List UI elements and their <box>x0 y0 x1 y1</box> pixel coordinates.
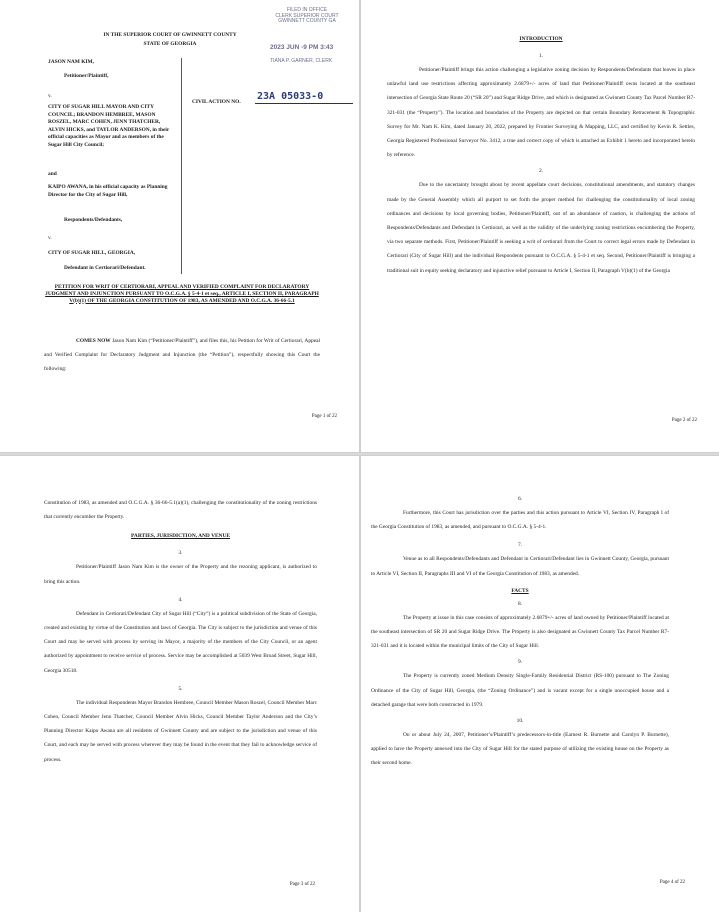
document-page-2 <box>361 0 719 452</box>
paragraph-8: The Property at issue in this case consists of approximately 2.6879+/- acres of land owned by Petitioner/Plaintiff located at the southeast intersection of SR 20 and Sugar Ridge Drive. The Property is also designated as Gwinnett County Tax Parcel Number R7-321-031 and it is located within the municipal limits of the City of Sugar Hill. <box>371 614 669 650</box>
document-page-3 <box>0 456 359 912</box>
paragraph-2: Due to the uncertainty brought about by recent appellate court decisions, constitutional amendments, and statutory changes made by the General Assembly which all purport to set forth the proper method for challenging the constitutionality of local zoning ordinances and decisions by local governing bodies, Petitioner/Plaintiff, out of an abundance of caution, is challenging the actions of Respondents/Defendants and Defendant in Certiorari, as well as the validity of the underlying zoning restrictions encumbering the Property, via two separate methods. First, Petitioner/Plaintiff is seeking a writ of certiorari from the Court to correct legal errors made by Defendant in Certiorari (City of Sugar Hill) and the individual Respondents pursuant to O.C.G.A. § 5-4-1 et seq. Second, Petitioner/Plaintiff is bringing a traditional suit in equity seeking declaratory and injunctive relief pursuant to Article I, Section II, Paragraph V(b)(1) of the Georgia <box>387 182 695 274</box>
respondents-list: CITY OF SUGAR HILL MAYOR AND CITY COUNCIL; BRANDON HEMBREE, MASON ROSZEL, MARC COHEN, JENN THATCHER, ALVIN HICKS, and TAYLOR ANDERSON, in their official capacities as Mayor and as members of the Sugar Hill City Council; <box>48 104 170 148</box>
paragraph-10: On or about July 24, 2007, Petitioner’s/Plaintiff’s predecessors-in-title (Earnest R. Burnette and Carolyn P. Burnette), applied to have the Property annexed into the City of Sugar Hill for the stated purpose of utilizing the existing house on the Property as their second home. <box>371 732 669 767</box>
paragraph-number: 4. <box>178 596 183 603</box>
continued-paragraph: Constitution of 1983, as amended and O.C.G.A. § 36-66-5.1(a)(1), challenging the constitutionality of the zoning restrictions that currently encumber the Property. <box>44 500 317 521</box>
city-party: CITY OF SUGAR HILL, GEORGIA, <box>48 250 136 256</box>
paragraph-7: Venue as to all Respondents/Defendants and Defendant in Certiorari/Defendant lies in Gwinnett County, Georgia, pursuant to Article VI, Section II, Paragraphs III and VI of the Georgia Constitution of 1983, as amended. <box>371 556 669 577</box>
awana-party: KAIPO AWANA, in his official capacity as Planning Director for the City of Sugar Hill, <box>48 184 168 198</box>
paragraph-number: 10. <box>516 718 524 725</box>
paragraph-number: 6. <box>517 496 523 502</box>
petition-title: PETITION FOR WRIT OF CERTIORARI, APPEAL AND VERIFIED COMPLAINT FOR DECLARATORY JUDGMENT AND INJUNCTION PURSUANT TO O.C.G.A. § 5-4-1 et seq., ARTICLE I, SECTION II, PARAGRAPH V(b)(1) OF THE GEORGIA CONSTITUTION OF 1983, AS AMENDED AND O.C.G.A. 36-66-5.1 <box>45 284 319 304</box>
paragraph-number: 9. <box>517 659 523 666</box>
paragraph-number: 5. <box>178 685 183 692</box>
city-role: Defendant in Certiorari/Defendant. <box>64 265 146 271</box>
comes-now-text: Jason Nam Kim (“Petitioner/Plaintiff”), and files this, his Petition for Writ of Certiorari, Appeal and Verified Complaint for Declaratory Judgment and Injunction (the “Petition”), respectfully showing this Court the following: <box>44 338 320 373</box>
plaintiff-name: JASON NAM KIM, <box>48 59 94 65</box>
paragraph-3: Petitioner/Plaintiff Jason Nam Kim is the owner of the Property and the rezoning applicant, is authorized to bring this action. <box>44 564 317 585</box>
stamp-line1: FILED IN OFFICE <box>286 7 328 13</box>
and-connector: and <box>48 171 57 177</box>
page-footer: Page 2 of 22 <box>671 418 697 423</box>
court-title-line2: STATE OF GEORGIA <box>143 41 197 47</box>
civil-action-label: CIVIL ACTION NO. <box>192 99 241 105</box>
page-footer: Page 4 of 22 <box>659 880 685 885</box>
facts-heading: FACTS <box>511 587 529 594</box>
plaintiff-role: Petitioner/Plaintiff, <box>64 73 109 79</box>
paragraph-1: Petitioner/Plaintiff brings this action challenging a legislative zoning decision by Respondents/Defendants that leaves in place unlawful land use restrictions affecting approximately 2.6879+/- acres of land that Petitioner/Plaintiff owns located at the southeast intersection of Georgia State Route 20 (“SR 20”) and Sugar Ridge Drive, and which is designated as Gwinnett County Tax Parcel Number R7-321-031 (the “Property”). The location and boundaries of the Property are depicted on that certain Boundary Retracement & Topographic Survey for Mr. Nam K. Kim, dated January 20, 2022, prepared by Frontier Surveying & Mapping, LLC, and certified by Kevin R. Settles, Georgia Registered Professional Surveyor No. 3412, a true and correct copy of which is attached as Exhibit 1 hereto and incorporated herein by reference. <box>387 67 695 159</box>
page-footer: Page 3 of 22 <box>289 882 315 887</box>
versus-2: v. <box>48 235 52 241</box>
stamp-date: 2023 JUN -9 PM 3:43 <box>270 44 334 51</box>
parties-heading: PARTIES, JURISDICTION, AND VENUE <box>131 533 230 540</box>
stamp-line2: CLERK SUPERIOR COURT <box>275 12 339 19</box>
comes-now-lead: COMES NOW <box>76 338 111 344</box>
paragraph-4: Defendant in Certiorari/Defendant City of Sugar Hill (“City”) is a political subdivision of the State of Georgia, created and existing by virtue of the Constitution and laws of Georgia. The City is subject to the jurisdiction and venue of this Court and may be served with process by serving its Mayor, a majority of the members of the City Council, or an agent authorized by appointment to receive service of process. Service may be accomplished at 5039 West Broad Street, Sugar Hill, Georgia 30518. <box>44 610 317 674</box>
civil-action-underline <box>255 103 353 104</box>
paragraph-5: The individual Respondents Mayor Brandon Hembree, Council Member Mason Roszel, Council Member Marc Cohen, Council Member Jenn Thatcher, Council Member Alvin Hicks, Council Member Taylor Anderson and the City’s Planning Director Kaipo Awana are all residents of Gwinnett County and are subject to the jurisdiction and venue of this Court, and each may be served with process wherever they may be found in the event that they fail to acknowledge service of process. <box>44 699 317 763</box>
versus-1: v. <box>48 93 52 99</box>
stamp-line3: GWINNETT COUNTY GA <box>278 18 336 25</box>
paragraph-number: 8. <box>517 600 523 607</box>
document-page-1 <box>0 0 359 452</box>
introduction-heading: INTRODUCTION <box>519 36 563 42</box>
paragraph-6: Furthermore, this Court has jurisdiction over the parties and this action pursuant to Article VI, Section IV, Paragraph I of the Georgia Constitution of 1983, as amended, and pursuant to O.C.G.A. § 5-4-1. <box>371 510 669 531</box>
court-title-line1: IN THE SUPERIOR COURT OF GWINNETT COUNTY <box>103 32 237 38</box>
filing-stamp <box>262 8 352 25</box>
civil-action-number: 23A 05033-0 <box>257 91 324 102</box>
stamp-clerk: TIANA P. GARNER, CLERK <box>270 58 333 64</box>
paragraph-number: 7. <box>517 542 523 549</box>
respondents-role: Respondents/Defendants, <box>64 217 123 223</box>
comes-now-paragraph <box>44 334 320 377</box>
paragraph-number: 3. <box>178 550 183 557</box>
caption-bracket <box>181 58 182 274</box>
page-footer: Page 1 of 22 <box>311 414 337 419</box>
paragraph-9: The Property is currently zoned Medium Density Single-Family Residential District (RS-100) pursuant to The Zoning Ordinance of the City of Sugar Hill, Georgia, (the “Zoning Ordinance”) and is vacant except for a single unoccupied house and a detached garage that were both constructed in 1979. <box>371 673 669 708</box>
paragraph-number: 2. <box>538 168 544 175</box>
document-page-4 <box>361 456 719 912</box>
paragraph-number: 1. <box>538 53 544 59</box>
